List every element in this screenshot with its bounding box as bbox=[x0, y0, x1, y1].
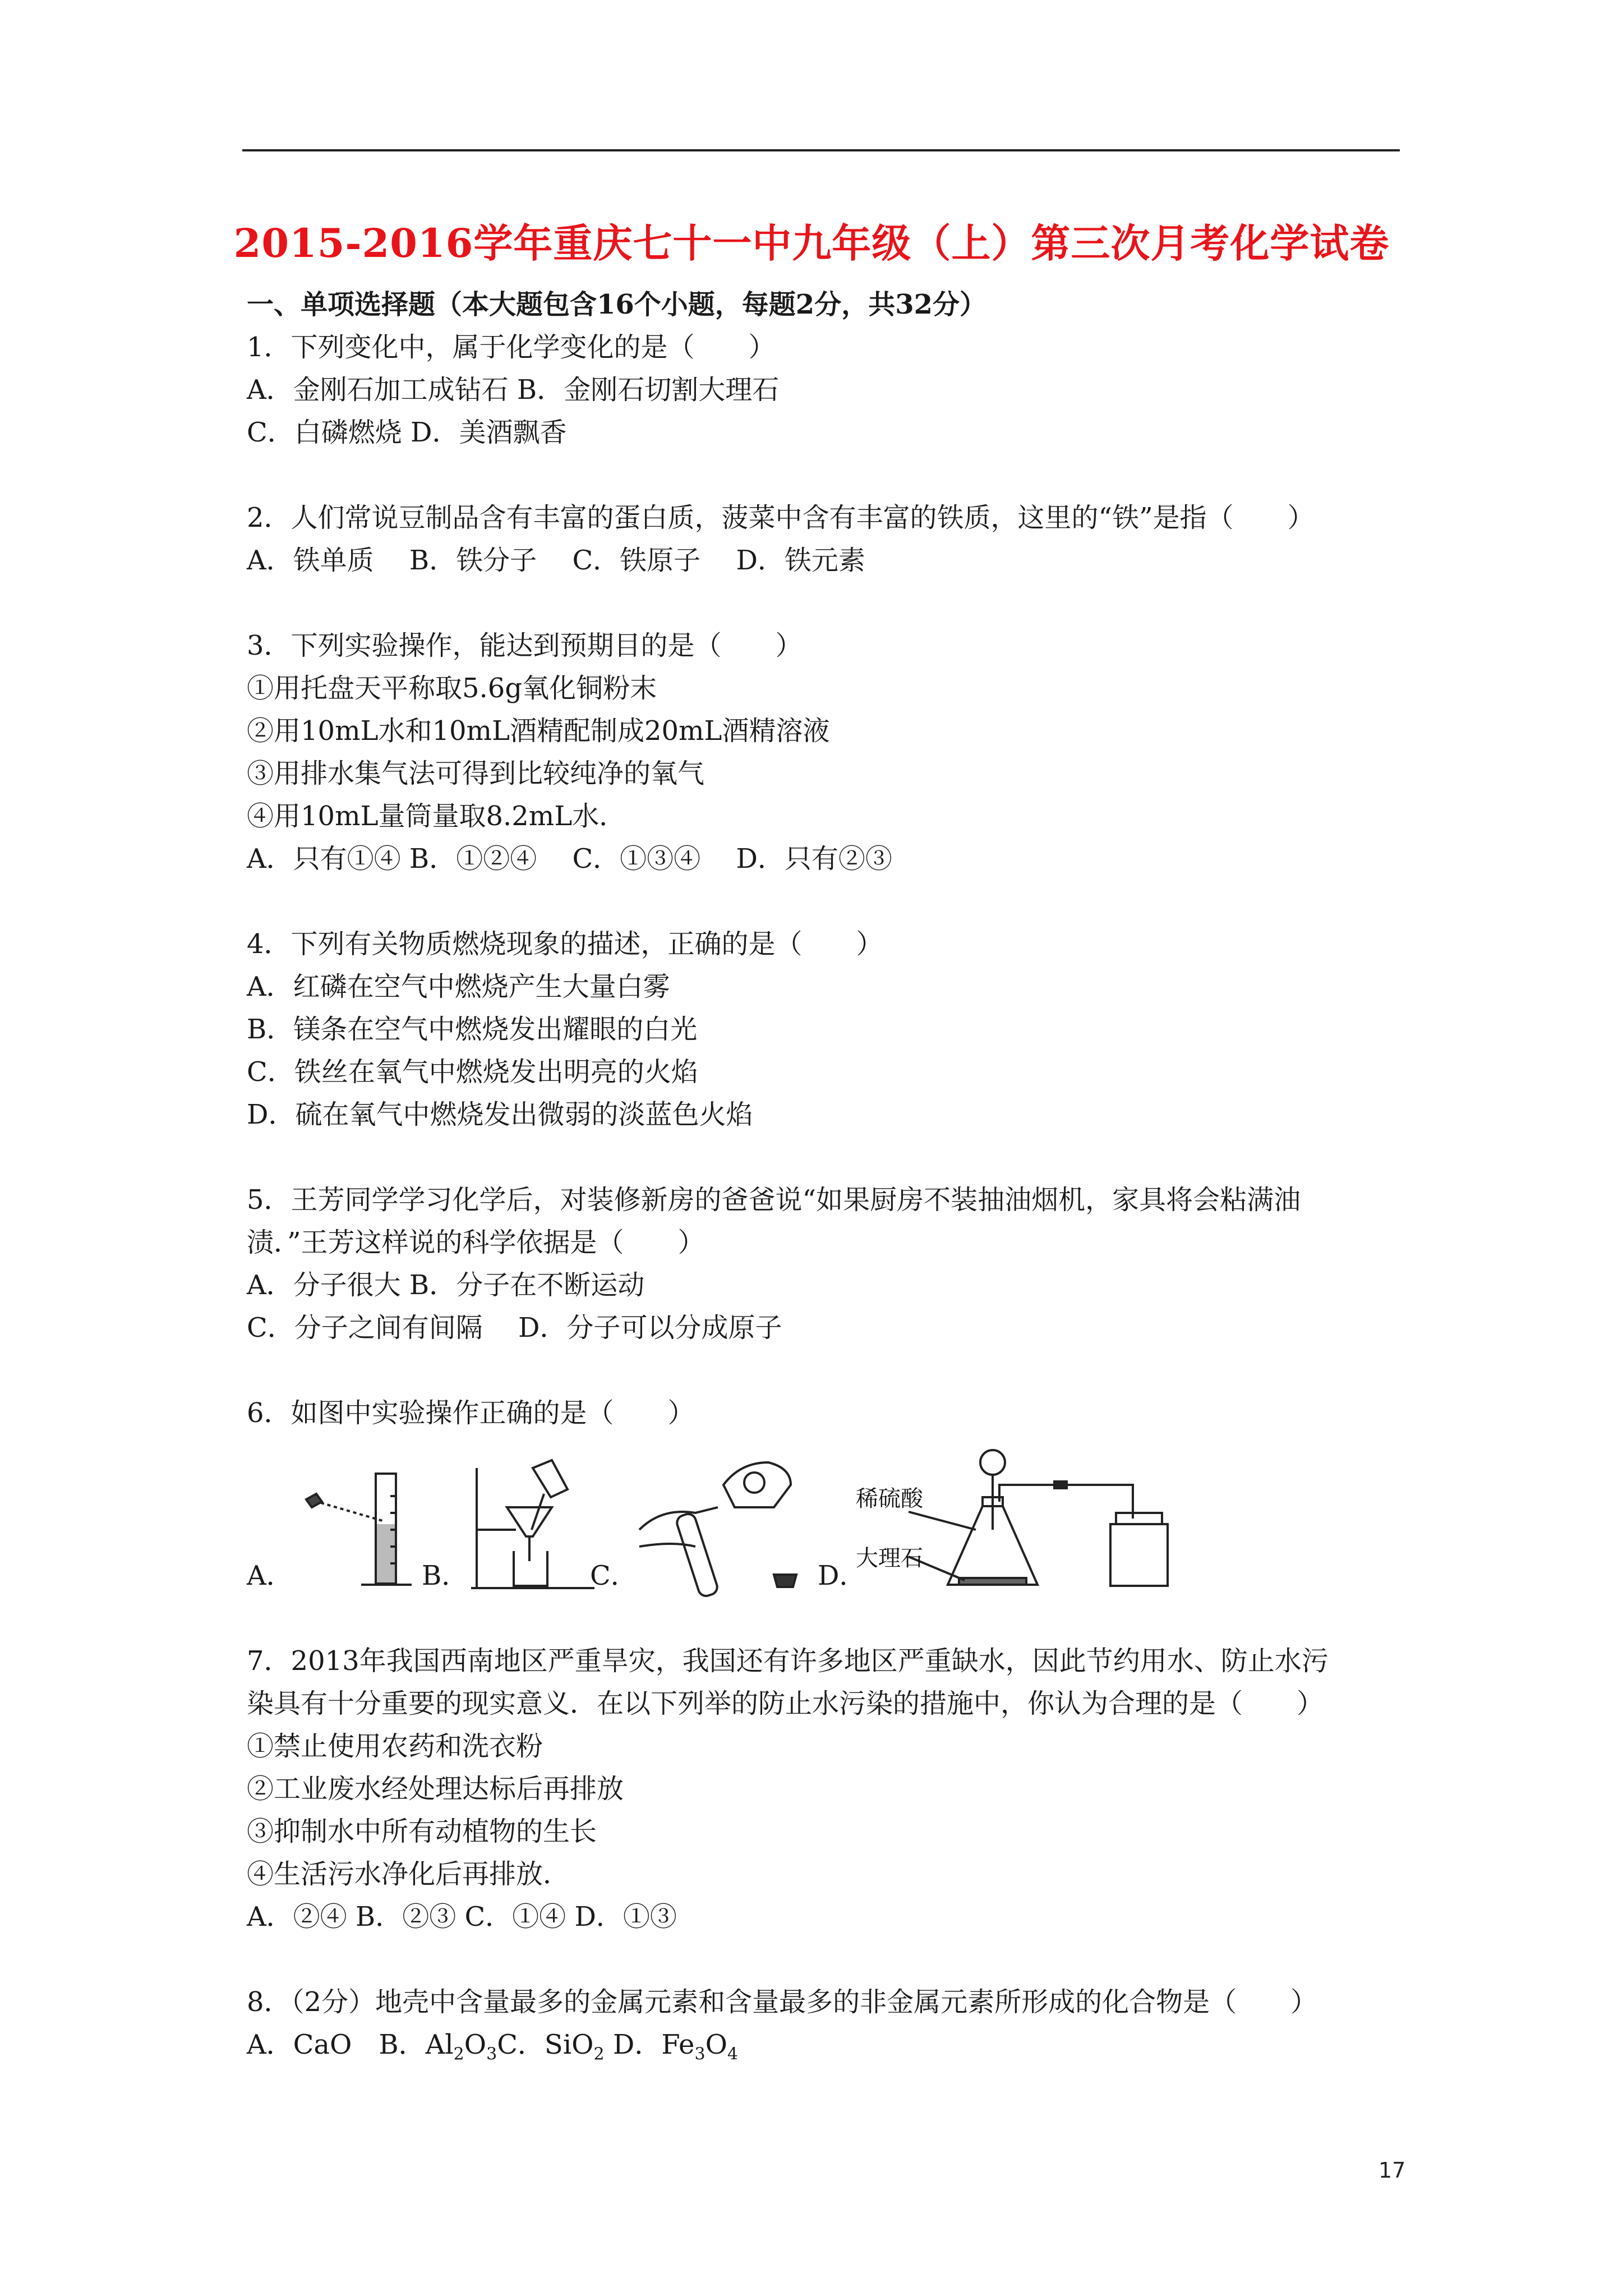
page-title: 2015-2016学年重庆七十一中九年级（上）第三次月考化学试卷 bbox=[233, 220, 1390, 266]
subscript: 3 bbox=[486, 2044, 497, 2064]
statement-line: ②用10mL水和10mL酒精配制成20mL酒精溶液 bbox=[247, 715, 830, 747]
formula-part: O bbox=[705, 2029, 727, 2060]
option-a-label: A． bbox=[247, 1560, 293, 1591]
test-tube-figure bbox=[634, 1451, 819, 1597]
question-8 bbox=[247, 1981, 1402, 2076]
measuring-cylinder-figure bbox=[292, 1462, 426, 1597]
exam-content bbox=[247, 283, 1402, 2076]
question-stem: 3．下列实验操作，能达到预期目的是（ ） bbox=[247, 630, 803, 661]
option-c-text: C．SiO bbox=[497, 2029, 594, 2060]
question-5 bbox=[247, 1179, 1402, 1349]
statement-line: ③用排水集气法可得到比较纯净的氧气 bbox=[247, 758, 705, 789]
option-line: A．红磷在空气中燃烧产生大量白雾 bbox=[247, 971, 670, 1002]
question-stem-cont: 染具有十分重要的现实意义．在以下列举的防止水污染的措施中，你认为合理的是（ ） bbox=[247, 1688, 1324, 1719]
filtration-figure bbox=[460, 1446, 606, 1597]
question-stem-cont: 渍．”王芳这样说的科学依据是（ ） bbox=[247, 1227, 705, 1258]
option-c-label: C． bbox=[590, 1560, 638, 1591]
question-1 bbox=[247, 326, 1402, 454]
option-line: A．只有①④ B．①②④ C．①③④ D．只有②③ bbox=[247, 843, 892, 875]
statement-line: ④生活污水净化后再排放． bbox=[247, 1858, 570, 1890]
dilute-sulfuric-acid-label: 稀硫酸 bbox=[856, 1487, 923, 1511]
option-line: A．分子很大 B．分子在不断运动 bbox=[247, 1269, 645, 1301]
subscript: 2 bbox=[453, 2044, 464, 2064]
option-line: A．金刚石加工成钻石 B．金刚石切割大理石 bbox=[247, 374, 780, 406]
question-2 bbox=[247, 496, 1402, 582]
figure-row bbox=[247, 1446, 1402, 1597]
option-d-text: D．Fe bbox=[604, 2029, 695, 2060]
statement-line: ②工业废水经处理达标后再排放 bbox=[247, 1773, 624, 1805]
gas-generation-apparatus-figure bbox=[852, 1446, 1189, 1597]
formula-part: O bbox=[464, 2029, 487, 2060]
option-b-label: B． bbox=[422, 1560, 469, 1591]
option-a-b-text: A．CaO B．Al bbox=[247, 2029, 454, 2060]
question-stem: 7．2013年我国西南地区严重旱灾，我国还有许多地区严重缺水，因此节约用水、防止水污 bbox=[247, 1645, 1329, 1677]
question-6 bbox=[247, 1392, 1402, 1597]
marble-label: 大理石 bbox=[856, 1546, 923, 1571]
question-4 bbox=[247, 923, 1402, 1136]
question-3 bbox=[247, 624, 1402, 880]
question-stem: 6．如图中实验操作正确的是（ ） bbox=[247, 1397, 695, 1429]
option-line: C．铁丝在氧气中燃烧发出明亮的火焰 bbox=[247, 1056, 698, 1088]
statement-line: ④用10mL量筒量取8.2mL水． bbox=[247, 800, 626, 832]
question-stem: 4．下列有关物质燃烧现象的描述，正确的是（ ） bbox=[247, 928, 883, 960]
question-stem: 8．（2分）地壳中含量最多的金属元素和含量最多的非金属元素所形成的化合物是（ ） bbox=[247, 1986, 1318, 2018]
subscript: 3 bbox=[694, 2044, 706, 2064]
option-line bbox=[247, 2023, 1402, 2076]
statement-line: ①用托盘天平称取5.6g氧化铜粉末 bbox=[247, 673, 657, 704]
option-line: A．铁单质 B．铁分子 C．铁原子 D．铁元素 bbox=[247, 545, 865, 576]
option-line: C．分子之间有间隔 D．分子可以分成原子 bbox=[247, 1312, 782, 1343]
option-line: C．白磷燃烧 D．美酒飘香 bbox=[247, 417, 567, 448]
option-d-label: D． bbox=[818, 1560, 866, 1591]
question-7 bbox=[247, 1640, 1402, 1938]
subscript: 4 bbox=[727, 2044, 739, 2064]
question-stem: 1．下列变化中，属于化学变化的是（ ） bbox=[247, 332, 776, 363]
option-line: A．②④ B．②③ C．①④ D．①③ bbox=[247, 1901, 677, 1932]
section-heading: 一、单项选择题（本大题包含16个小题，每题2分，共32分） bbox=[247, 289, 986, 320]
question-stem: 5．王芳同学学习化学后，对装修新房的爸爸说“如果厨房不装抽油烟机，家具将会粘满油 bbox=[247, 1184, 1301, 1216]
statement-line: ③抑制水中所有动植物的生长 bbox=[247, 1816, 597, 1847]
statement-line: ①禁止使用农药和洗衣粉 bbox=[247, 1731, 543, 1762]
page-number: 17 bbox=[1378, 2158, 1406, 2183]
option-line: D．硫在氧气中燃烧发出微弱的淡蓝色火焰 bbox=[247, 1099, 753, 1130]
header-rule bbox=[242, 149, 1400, 151]
question-stem: 2．人们常说豆制品含有丰富的蛋白质，菠菜中含有丰富的铁质，这里的“铁”是指（ ） bbox=[247, 502, 1315, 533]
option-line: B．镁条在空气中燃烧发出耀眼的白光 bbox=[247, 1014, 698, 1045]
subscript: 2 bbox=[593, 2044, 605, 2064]
